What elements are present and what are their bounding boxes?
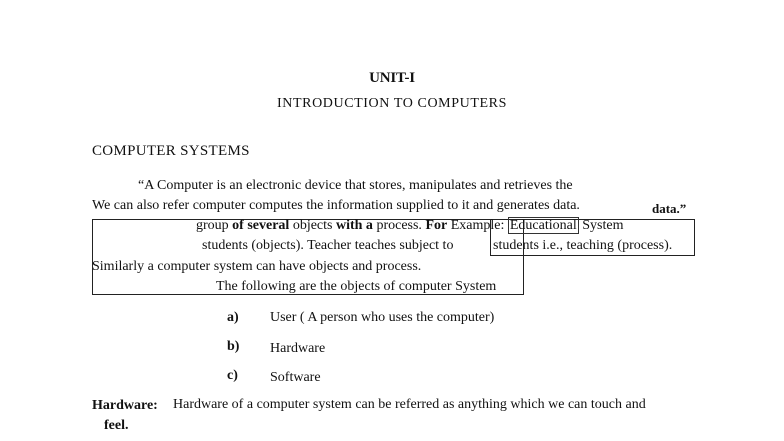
paragraph-line-3 [196,218,623,234]
list-item-software: Software [270,370,321,385]
list-marker-a: a) [227,310,239,325]
list-item-user: User ( A person who uses the computer) [270,310,495,325]
unit-title: UNIT-I [369,70,415,86]
hardware-definition: Hardware of a computer system can be referred as anything which we can touch and [173,397,646,412]
paragraph-line-1: “A Computer is an electronic device that stores, manipulates and retrieves the [138,178,573,193]
word-educational: Educational [509,218,577,233]
hardware-label: Hardware: [92,398,158,413]
paragraph-line-5: Similarly a computer system can have objects and process. [92,259,422,274]
word-example: Example: [450,218,505,233]
word-system: System [582,218,624,233]
word-objects: objects [292,218,333,233]
list-marker-b: b) [227,339,240,354]
section-heading: COMPUTER SYSTEMS [92,143,250,159]
paragraph-line-2: We can also refer computer computes the information supplied to it and generates data. [92,198,580,213]
chapter-title: INTRODUCTION TO COMPUTERS [277,96,507,111]
word-group: group [196,218,229,233]
word-process: process. [376,218,422,233]
paragraph-line-4a: students (objects). Teacher teaches subject to [202,238,454,253]
list-marker-c: c) [227,368,238,383]
list-item-hardware: Hardware [270,341,326,356]
word-with-a: with a [335,218,373,233]
paragraph-line-4b: students i.e., teaching (process). [493,238,673,253]
word-for: For [425,218,448,233]
paragraph-line-6: The following are the objects of computer System [216,279,497,294]
hardware-definition-continuation: feel. [104,418,129,433]
paragraph-line-1-end: data.” [652,201,687,216]
word-of-several: of several [232,218,290,233]
